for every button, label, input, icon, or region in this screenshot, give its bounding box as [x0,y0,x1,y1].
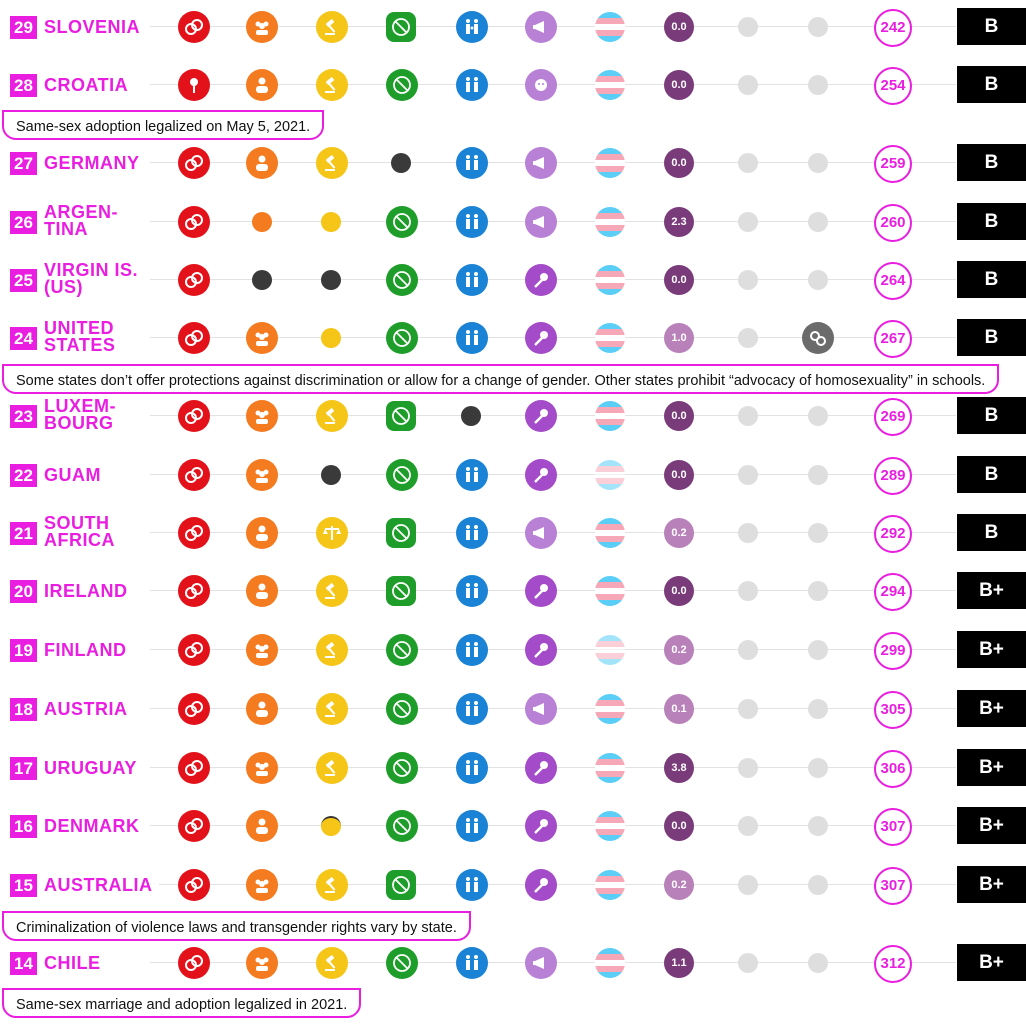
hate-speech-icon [386,752,418,784]
person-icon [246,810,278,842]
empty-dot [738,758,758,778]
grade-badge: B [957,514,1026,551]
rank-badge: 15 [10,874,37,897]
empty-dot [808,875,828,895]
discrimination-icon [246,322,278,354]
empty-dot [738,640,758,660]
partial-dot [252,212,272,232]
table-row [0,513,1026,553]
country-name: GUAM [44,464,107,486]
hate-speech-icon [386,459,418,491]
score-circle: 264 [874,262,912,300]
table-row [0,396,1026,436]
rank-badge: 18 [10,698,37,721]
marriage-icon [178,693,210,725]
table-row [0,7,1026,47]
empty-dot [738,953,758,973]
empty-dot [738,875,758,895]
footnote-chile: Same-sex marriage and adoption legalized in 2021. [2,988,361,1018]
absent-dot [461,406,481,426]
microphone-icon [525,752,557,784]
grade-badge: B [957,397,1026,434]
table-row [0,865,1026,905]
rank-badge: 24 [10,327,37,350]
country-name: IRELAND [44,580,134,602]
marriage-icon [178,322,210,354]
marriage-icon [178,400,210,432]
grade-badge: B+ [957,690,1026,727]
microphone-icon [525,264,557,296]
table-row [0,748,1026,788]
score-circle: 305 [874,691,912,729]
face-icon [525,69,557,101]
discrimination-icon [246,400,278,432]
score-circle: 294 [874,573,912,611]
stat-value: 1.0 [664,323,694,353]
country-name: SOUTH AFRICA [44,515,121,549]
stat-value: 0.0 [664,148,694,178]
rank-badge: 19 [10,639,37,662]
trans-flag-icon [595,323,625,353]
empty-dot [808,270,828,290]
empty-dot [738,816,758,836]
country-name: CHILE [44,952,107,974]
country-name: ARGEN- TINA [44,204,124,238]
marriage-icon [178,947,210,979]
stat-value: 0.0 [664,576,694,606]
discrimination-icon [246,459,278,491]
microphone-icon [525,400,557,432]
person-icon [246,517,278,549]
violence-law-icon [316,11,348,43]
trans-flag-icon [595,635,625,665]
stat-value: 0.1 [664,694,694,724]
stat-value: 1.1 [664,948,694,978]
score-circle: 306 [874,750,912,788]
marriage-icon [178,575,210,607]
empty-dot [808,153,828,173]
empty-dot [738,75,758,95]
table-row [0,318,1026,358]
score-circle: 292 [874,515,912,553]
hate-speech-icon [386,810,418,842]
grade-badge: B+ [957,807,1026,844]
marriage-icon [178,634,210,666]
hate-speech-icon [386,634,418,666]
person-icon [246,147,278,179]
advocacy-icon [525,947,557,979]
adoption-icon [456,206,488,238]
discrimination-icon [246,752,278,784]
country-name: GERMANY [44,152,146,174]
adoption-icon [456,11,488,43]
discrimination-icon [246,947,278,979]
adoption-icon [456,459,488,491]
empty-dot [808,465,828,485]
hate-speech-icon [386,12,416,42]
trans-flag-icon [595,460,625,490]
stat-value: 0.0 [664,401,694,431]
absent-dot [252,270,272,290]
stat-value: 0.2 [664,635,694,665]
marriage-icon [178,869,210,901]
empty-dot [808,406,828,426]
grade-badge: B [957,456,1026,493]
microphone-icon [525,634,557,666]
hate-speech-icon [386,264,418,296]
country-name: VIRGIN IS. (US) [44,262,144,296]
rank-badge: 17 [10,757,37,780]
stat-value: 0.0 [664,70,694,100]
table-row [0,143,1026,183]
empty-dot [808,212,828,232]
trans-flag-icon [595,811,625,841]
stat-value: 0.0 [664,12,694,42]
person-icon [246,69,278,101]
country-name: UNITED STATES [44,320,121,354]
violence-law-icon [316,869,348,901]
violence-law-icon [316,693,348,725]
microphone-icon [525,810,557,842]
hate-speech-icon [386,518,416,548]
score-circle: 307 [874,808,912,846]
adoption-icon [456,693,488,725]
absent-dot [391,153,411,173]
trans-flag-icon [595,576,625,606]
empty-dot [738,699,758,719]
table-row [0,202,1026,242]
table-row [0,455,1026,495]
country-name: LUXEM- BOURG [44,398,122,432]
hate-speech-icon [386,870,416,900]
grade-badge: B+ [957,631,1026,668]
rank-badge: 20 [10,580,37,603]
country-name: SLOVENIA [44,16,146,38]
trans-flag-icon [595,948,625,978]
partial-dot [321,816,341,836]
adoption-icon [456,575,488,607]
marriage-icon [178,147,210,179]
rank-badge: 14 [10,952,37,975]
empty-dot [738,153,758,173]
handcuffs-icon [802,322,834,354]
violence-law-icon [316,575,348,607]
grade-badge: B [957,203,1026,240]
violence-law-icon [316,147,348,179]
footnote-croatia: Same-sex adoption legalized on May 5, 2021. [2,110,324,140]
grade-badge: B+ [957,944,1026,981]
trans-flag-icon [595,518,625,548]
empty-dot [808,758,828,778]
rank-badge: 27 [10,152,37,175]
trans-flag-icon [595,401,625,431]
violence-law-icon [316,69,348,101]
microphone-icon [525,869,557,901]
footnote-australia: Criminalization of violence laws and transgender rights vary by state. [2,911,471,941]
table-row [0,571,1026,611]
adoption-icon [456,147,488,179]
footnote-united-states: Some states don’t offer protections against discrimination or allow for a change of gender. Other states prohibit “advocacy of homosexuality” in schools. [2,364,999,394]
advocacy-icon [525,693,557,725]
empty-dot [738,270,758,290]
rank-badge: 22 [10,464,37,487]
discrimination-icon [246,634,278,666]
adoption-icon [456,634,488,666]
table-row [0,806,1026,846]
rank-badge: 29 [10,16,37,39]
score-circle: 267 [874,320,912,358]
table-row [0,943,1026,983]
country-name: AUSTRIA [44,698,134,720]
absent-dot [321,465,341,485]
rank-badge: 23 [10,405,37,428]
country-name: FINLAND [44,639,133,661]
rank-badge: 26 [10,211,37,234]
microphone-icon [525,459,557,491]
stat-value: 2.3 [664,207,694,237]
empty-dot [808,523,828,543]
score-circle: 260 [874,204,912,242]
country-name: CROATIA [44,74,134,96]
score-circle: 242 [874,9,912,47]
stat-value: 0.0 [664,265,694,295]
adoption-icon [456,947,488,979]
violence-law-icon [316,947,348,979]
adoption-icon [456,322,488,354]
grade-badge: B+ [957,866,1026,903]
trans-flag-icon [595,265,625,295]
grade-badge: B [957,8,1026,45]
hate-speech-icon [386,69,418,101]
stat-value: 3.8 [664,753,694,783]
empty-dot [808,581,828,601]
violence-law-icon [316,752,348,784]
empty-dot [808,816,828,836]
absent-dot [321,270,341,290]
marriage-icon [178,206,210,238]
marriage-icon [178,11,210,43]
marriage-icon [178,752,210,784]
advocacy-icon [525,147,557,179]
discrimination-icon [246,11,278,43]
score-circle: 259 [874,145,912,183]
advocacy-icon [525,11,557,43]
hate-speech-icon [386,947,418,979]
rank-badge: 21 [10,522,37,545]
hate-speech-icon [386,206,418,238]
partial-dot [321,212,341,232]
score-circle: 299 [874,632,912,670]
empty-dot [808,17,828,37]
adoption-icon [456,264,488,296]
microphone-icon [525,322,557,354]
empty-dot [808,953,828,973]
trans-flag-icon [595,753,625,783]
empty-dot [738,328,758,348]
grade-badge: B [957,261,1026,298]
grade-badge: B+ [957,749,1026,786]
empty-dot [738,212,758,232]
score-circle: 307 [874,867,912,905]
marriage-icon [178,459,210,491]
empty-dot [738,406,758,426]
discrimination-icon [246,869,278,901]
trans-flag-icon [595,12,625,42]
marriage-icon [178,264,210,296]
person-icon [246,693,278,725]
country-name: DENMARK [44,815,146,837]
trans-flag-icon [595,870,625,900]
score-circle: 289 [874,457,912,495]
empty-dot [808,640,828,660]
trans-flag-icon [595,207,625,237]
rank-badge: 28 [10,74,37,97]
grade-badge: B [957,66,1026,103]
score-circle: 269 [874,398,912,436]
table-row [0,689,1026,729]
advocacy-icon [525,517,557,549]
grade-badge: B [957,319,1026,356]
score-circle: 254 [874,67,912,105]
grade-badge: B [957,144,1026,181]
trans-flag-icon [595,148,625,178]
table-row [0,65,1026,105]
stat-value: 0.2 [664,870,694,900]
adoption-icon [456,517,488,549]
person-icon [246,575,278,607]
rose-icon [178,69,210,101]
empty-dot [808,75,828,95]
partial-dot [321,328,341,348]
trans-flag-icon [595,694,625,724]
adoption-icon [456,810,488,842]
violence-law-icon [316,400,348,432]
empty-dot [808,699,828,719]
empty-dot [738,465,758,485]
hate-speech-icon [386,322,418,354]
microphone-icon [525,575,557,607]
hate-speech-icon [386,576,416,606]
adoption-icon [456,752,488,784]
rank-badge: 25 [10,269,37,292]
stat-value: 0.0 [664,811,694,841]
empty-dot [738,17,758,37]
table-row [0,260,1026,300]
country-name: URUGUAY [44,757,143,779]
advocacy-icon [525,206,557,238]
rank-badge: 16 [10,815,37,838]
marriage-icon [178,810,210,842]
scales-icon [316,517,348,549]
hate-speech-icon [386,401,416,431]
trans-flag-icon [595,70,625,100]
score-circle: 312 [874,945,912,983]
stat-value: 0.2 [664,518,694,548]
empty-dot [738,581,758,601]
violence-law-icon [316,634,348,666]
table-row [0,630,1026,670]
stat-value: 0.0 [664,460,694,490]
marriage-icon [178,517,210,549]
country-name: AUSTRALIA [44,874,159,896]
grade-badge: B+ [957,572,1026,609]
adoption-icon [456,869,488,901]
empty-dot [738,523,758,543]
adoption-icon [456,69,488,101]
hate-speech-icon [386,693,418,725]
